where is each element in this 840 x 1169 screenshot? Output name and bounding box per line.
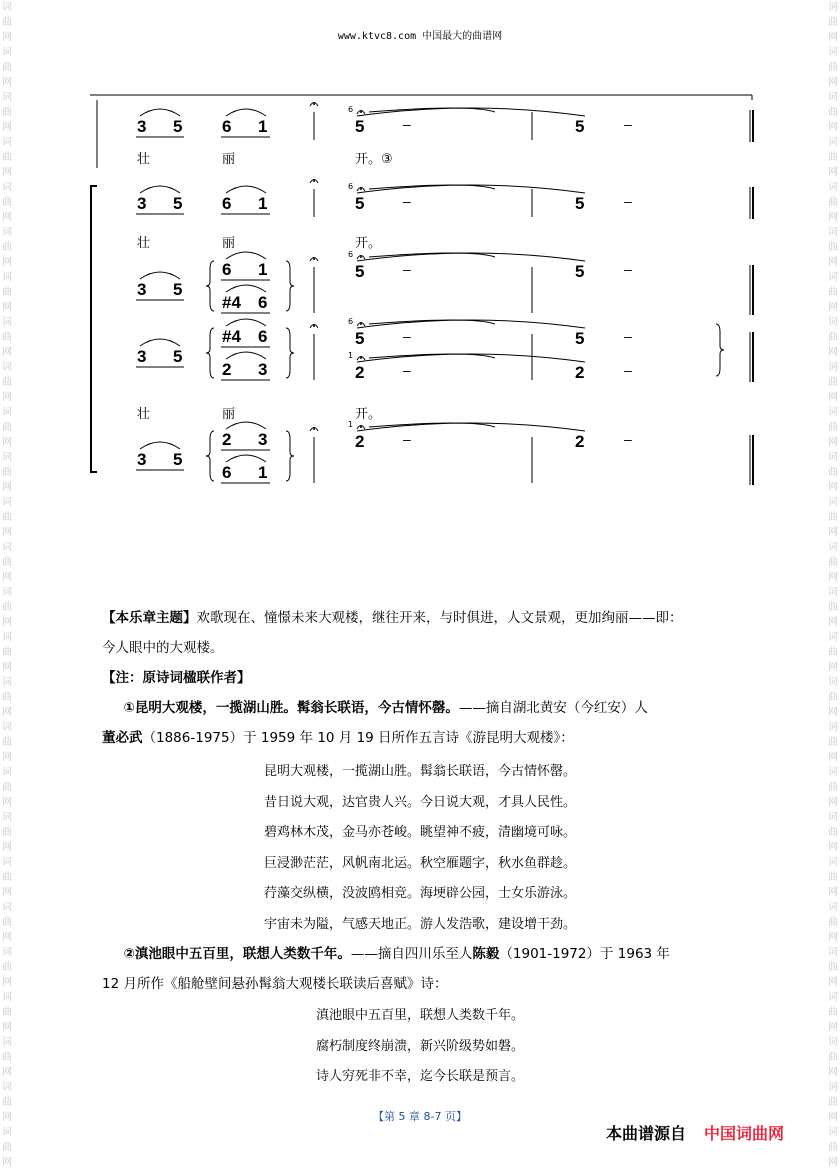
watermark-char: 曲 bbox=[2, 512, 12, 523]
watermark-char: 词 bbox=[828, 182, 838, 193]
watermark-char: 曲 bbox=[828, 1052, 838, 1063]
grace-note: 1 bbox=[348, 420, 354, 429]
slur bbox=[226, 252, 266, 259]
watermark-char: 词 bbox=[828, 1127, 838, 1138]
watermark-char: 词 bbox=[2, 272, 12, 283]
brace bbox=[286, 328, 294, 378]
tie-inner bbox=[369, 320, 495, 324]
chord-top-2: 3 bbox=[258, 430, 268, 449]
note-5: 5 bbox=[173, 280, 183, 299]
watermark-char: 词 bbox=[2, 137, 12, 148]
chord-top-1: 2 bbox=[222, 430, 232, 449]
watermark-char: 网 bbox=[2, 932, 12, 943]
fermata-dot bbox=[313, 428, 315, 430]
watermark-char: 词 bbox=[828, 362, 838, 373]
brace bbox=[206, 328, 214, 378]
watermark-char: 曲 bbox=[828, 17, 838, 28]
watermark-char: 网 bbox=[2, 1067, 12, 1078]
watermark-char: 词 bbox=[828, 497, 838, 508]
held-note-low-tied: 2 bbox=[575, 363, 585, 382]
watermark-char: 曲 bbox=[2, 737, 12, 748]
watermark-char: 网 bbox=[828, 842, 838, 853]
watermark-char: 词 bbox=[2, 2, 12, 13]
poem-line: 滇池眼中五百里，联想人类数千年。 bbox=[315, 1008, 524, 1023]
watermark-char: 词 bbox=[828, 47, 838, 58]
slur bbox=[140, 109, 180, 116]
tie-inner bbox=[369, 423, 495, 427]
watermark-char: 网 bbox=[828, 1067, 838, 1078]
lyric-word: 丽 bbox=[222, 236, 236, 251]
note2-tail: （1901-1972）于 1963 年 bbox=[499, 946, 670, 962]
watermark-char: 网 bbox=[828, 1112, 838, 1123]
chord-top-1: #4 bbox=[222, 327, 241, 346]
watermark-char: 词 bbox=[2, 1082, 12, 1093]
watermark-char: 网 bbox=[2, 212, 12, 223]
watermark-char: 网 bbox=[828, 122, 838, 133]
fermata-dot bbox=[360, 111, 362, 113]
watermark-char: 词 bbox=[2, 857, 12, 868]
source-credit bbox=[606, 1121, 784, 1144]
tie bbox=[357, 320, 585, 328]
tie-inner bbox=[369, 185, 495, 189]
held-note-tied: 2 bbox=[575, 432, 585, 451]
slur bbox=[226, 455, 266, 462]
watermark-char: 网 bbox=[828, 977, 838, 988]
page-header: www.ktvc8.com 中国最大的曲谱网 bbox=[337, 31, 503, 42]
watermark-char: 网 bbox=[828, 572, 838, 583]
watermark-char: 网 bbox=[828, 707, 838, 718]
watermark-char: 网 bbox=[2, 77, 12, 88]
source-site: 中国词曲网 bbox=[704, 1124, 785, 1143]
watermark-char: 曲 bbox=[2, 602, 12, 613]
note1-line2: （1886-1975）于 1959 年 10 月 19 日所作五言诗《游昆明大观楼》： bbox=[142, 730, 574, 746]
watermark-char: 词 bbox=[2, 677, 12, 688]
poem-line: 宇宙未为隘，气感天地正。游人发浩歌，建设增干劲。 bbox=[263, 916, 576, 932]
note-3: 3 bbox=[137, 117, 147, 136]
lyric-word: 丽 bbox=[222, 152, 236, 167]
watermark-char: 网 bbox=[2, 527, 12, 538]
note-3: 3 bbox=[137, 280, 147, 299]
page-footer: 【第 5 章 8-7 页】 bbox=[373, 1110, 467, 1123]
slur bbox=[140, 442, 180, 449]
watermark-char: 词 bbox=[828, 452, 838, 463]
watermark-char: 网 bbox=[2, 707, 12, 718]
fermata-dot bbox=[360, 357, 362, 359]
brace bbox=[286, 261, 294, 311]
note1-rest: ——摘自湖北黄安（今红安）人 bbox=[458, 700, 648, 716]
watermark-char: 词 bbox=[828, 317, 838, 328]
fermata-dot bbox=[313, 258, 315, 260]
watermark-char: 曲 bbox=[828, 197, 838, 208]
watermark-char: 词 bbox=[828, 767, 838, 778]
watermark-char: 曲 bbox=[828, 782, 838, 793]
poem-line: 碧鸡林木茂，金马亦苍峻。眺望神不疲，清幽境可咏。 bbox=[263, 825, 576, 840]
note-3: 3 bbox=[137, 194, 147, 213]
grace-note: 6 bbox=[348, 250, 354, 259]
tie bbox=[357, 354, 585, 362]
fermata-dot bbox=[313, 103, 315, 105]
sustain-dash: – bbox=[624, 193, 632, 209]
tie bbox=[357, 185, 585, 193]
watermark-char: 网 bbox=[2, 1022, 12, 1033]
chord-bot-2: 6 bbox=[258, 293, 268, 312]
tie-inner bbox=[369, 253, 495, 257]
watermark-char: 曲 bbox=[2, 962, 12, 973]
sustain-dash: – bbox=[624, 116, 632, 132]
chord-top-2: 1 bbox=[258, 260, 268, 279]
sustain-dash: – bbox=[403, 116, 411, 132]
watermark-char: 词 bbox=[828, 1082, 838, 1093]
watermark-char: 曲 bbox=[828, 827, 838, 838]
brace bbox=[716, 324, 724, 376]
held-note: 5 bbox=[355, 262, 365, 281]
watermark-char: 网 bbox=[2, 842, 12, 853]
lyric-word: 壮 bbox=[137, 152, 151, 167]
watermark-char: 网 bbox=[828, 302, 838, 313]
watermark-char: 曲 bbox=[828, 602, 838, 613]
watermark-char: 网 bbox=[828, 752, 838, 763]
watermark-char: 词 bbox=[2, 227, 12, 238]
sustain-dash: – bbox=[403, 431, 411, 447]
watermark-char: 词 bbox=[828, 407, 838, 418]
fermata-dot bbox=[360, 188, 362, 190]
watermark-char: 词 bbox=[2, 362, 12, 373]
slur bbox=[226, 422, 266, 429]
grace-note: 6 bbox=[348, 105, 354, 114]
watermark-char: 曲 bbox=[2, 332, 12, 343]
watermark-char: 网 bbox=[2, 437, 12, 448]
watermark-char: 词 bbox=[828, 857, 838, 868]
slur bbox=[140, 186, 180, 193]
chord-bot-2: 3 bbox=[258, 360, 268, 379]
watermark-char: 网 bbox=[2, 122, 12, 133]
chord-bot-1: 6 bbox=[222, 463, 232, 482]
held-note: 5 bbox=[355, 194, 365, 213]
watermark-char: 词 bbox=[828, 272, 838, 283]
fermata-dot bbox=[360, 426, 362, 428]
watermark-char: 词 bbox=[2, 452, 12, 463]
watermark-char: 词 bbox=[828, 587, 838, 598]
watermark-char: 词 bbox=[2, 542, 12, 553]
chord-top-1: 6 bbox=[222, 260, 232, 279]
watermark-char: 网 bbox=[828, 32, 838, 43]
grace-note: 6 bbox=[348, 182, 354, 191]
watermark-char: 网 bbox=[828, 1157, 838, 1168]
poem-line: 诗人穷死非不幸，迄今长联是预言。 bbox=[315, 1069, 524, 1084]
note-5: 5 bbox=[173, 117, 183, 136]
watermark-char: 曲 bbox=[828, 467, 838, 478]
slur bbox=[226, 319, 266, 326]
theme-line1: 欢歌现在、憧憬未来大观楼，继往开来，与时俱进，人文景观，更加绚丽——即： bbox=[196, 610, 683, 626]
watermark-char: 曲 bbox=[2, 872, 12, 883]
chord-top-2: 6 bbox=[258, 327, 268, 346]
watermark-char: 曲 bbox=[828, 872, 838, 883]
note2-quote: ②滇池眼中五百里，联想人类数千年。 bbox=[123, 946, 351, 962]
poem-line: 荇藻交纵横，没波鸥相竞。海埂辟公园，士女乐游泳。 bbox=[263, 886, 576, 901]
watermark-char: 词 bbox=[2, 587, 12, 598]
watermark-char: 曲 bbox=[828, 737, 838, 748]
watermark-char: 网 bbox=[2, 392, 12, 403]
watermark-char: 词 bbox=[2, 47, 12, 58]
sustain-dash: – bbox=[624, 431, 632, 447]
watermark-char: 网 bbox=[2, 977, 12, 988]
watermark-char: 词 bbox=[2, 992, 12, 1003]
watermark-char: 词 bbox=[2, 1037, 12, 1048]
note1-author: 董必武 bbox=[102, 730, 143, 746]
note-pair-2: 1 bbox=[258, 117, 268, 136]
poem-line: 昔日说大观，达官贵人兴。今日说大观，才具人民性。 bbox=[263, 794, 576, 810]
watermark-char: 网 bbox=[828, 887, 838, 898]
theme-label: 【本乐章主题】 bbox=[102, 610, 197, 626]
note1-paragraph bbox=[102, 693, 738, 753]
watermark-char: 曲 bbox=[828, 1142, 838, 1153]
sustain-dash: – bbox=[624, 328, 632, 344]
sustain-dash: – bbox=[403, 328, 411, 344]
note2-rest: ——摘自四川乐至人 bbox=[350, 946, 473, 962]
watermark-char: 网 bbox=[828, 347, 838, 358]
watermark-char: 曲 bbox=[2, 242, 12, 253]
watermark-char: 网 bbox=[828, 617, 838, 628]
watermark-char: 网 bbox=[2, 167, 12, 178]
chord-bot-1: 2 bbox=[222, 360, 232, 379]
watermark-char: 曲 bbox=[2, 377, 12, 388]
held-note-low: 2 bbox=[355, 363, 365, 382]
watermark-char: 词 bbox=[2, 497, 12, 508]
watermark-char: 词 bbox=[2, 812, 12, 823]
watermark-char: 词 bbox=[2, 317, 12, 328]
slur bbox=[226, 352, 266, 359]
watermark-char: 曲 bbox=[2, 782, 12, 793]
watermark-char: 网 bbox=[2, 482, 12, 493]
tie bbox=[357, 253, 585, 261]
note-pair-1: 6 bbox=[222, 194, 232, 213]
watermark-char: 曲 bbox=[2, 1007, 12, 1018]
held-note: 2 bbox=[355, 432, 365, 451]
watermark-char: 网 bbox=[828, 1022, 838, 1033]
watermark-char: 曲 bbox=[2, 647, 12, 658]
fermata-dot bbox=[360, 256, 362, 258]
theme-paragraph bbox=[102, 603, 738, 663]
watermark-char: 曲 bbox=[2, 197, 12, 208]
slur bbox=[226, 109, 266, 116]
note-label: 【注：原诗词楹联作者】 bbox=[102, 670, 251, 686]
score-lines bbox=[0, 0, 840, 500]
slur bbox=[226, 186, 266, 193]
watermark-char: 网 bbox=[2, 662, 12, 673]
watermark-char: 曲 bbox=[828, 287, 838, 298]
watermark-char: 网 bbox=[2, 752, 12, 763]
watermark-char: 曲 bbox=[2, 1142, 12, 1153]
watermark-char: 网 bbox=[2, 32, 12, 43]
theme-line2: 今人眼中的大观楼。 bbox=[102, 640, 224, 656]
brace bbox=[206, 431, 214, 481]
slur bbox=[140, 339, 180, 346]
held-note: 5 bbox=[355, 117, 365, 136]
watermark-char: 网 bbox=[828, 797, 838, 808]
watermark-char: 词 bbox=[2, 1127, 12, 1138]
held-note-tied: 5 bbox=[575, 194, 585, 213]
watermark-char: 词 bbox=[828, 677, 838, 688]
grace-note: 1 bbox=[348, 351, 354, 360]
watermark-char: 网 bbox=[828, 482, 838, 493]
watermark-char: 词 bbox=[828, 992, 838, 1003]
watermark-char: 曲 bbox=[828, 962, 838, 973]
chord-bot-1: #4 bbox=[222, 293, 241, 312]
watermark-char: 曲 bbox=[828, 152, 838, 163]
watermark-char: 网 bbox=[828, 77, 838, 88]
poem-line: 昆明大观楼，一揽湖山胜。髯翁长联语，今古情怀罄。 bbox=[263, 764, 576, 779]
fermata-dot bbox=[313, 325, 315, 327]
watermark-char: 曲 bbox=[828, 422, 838, 433]
chord-bot-2: 1 bbox=[258, 463, 268, 482]
note2-author: 陈毅 bbox=[472, 946, 500, 962]
watermark-char: 网 bbox=[828, 167, 838, 178]
note-3: 3 bbox=[137, 450, 147, 469]
poem-line: 巨浸渺茫茫，风帆南北运。秋空雁题字，秋水鱼群趁。 bbox=[263, 855, 576, 871]
grace-note: 6 bbox=[348, 317, 354, 326]
watermark-char: 词 bbox=[2, 407, 12, 418]
watermark-char: 词 bbox=[828, 542, 838, 553]
music-score bbox=[0, 0, 840, 500]
watermark-char: 网 bbox=[828, 392, 838, 403]
lyric-word: 丽 bbox=[222, 407, 236, 422]
lyric-word: 开。③ bbox=[355, 152, 393, 167]
watermark-char: 网 bbox=[2, 347, 12, 358]
watermark-char: 曲 bbox=[828, 557, 838, 568]
watermark-char: 曲 bbox=[2, 557, 12, 568]
note2-paragraph bbox=[102, 939, 738, 999]
watermark-char: 词 bbox=[828, 632, 838, 643]
held-note-tied: 5 bbox=[575, 117, 585, 136]
watermark-char: 网 bbox=[2, 1112, 12, 1123]
sustain-dash: – bbox=[403, 193, 411, 209]
watermark-char: 词 bbox=[828, 902, 838, 913]
watermark-char: 曲 bbox=[2, 1097, 12, 1108]
watermark-char: 词 bbox=[828, 92, 838, 103]
watermark-char: 曲 bbox=[2, 917, 12, 928]
note-5: 5 bbox=[173, 450, 183, 469]
brace bbox=[206, 261, 214, 311]
watermark-char: 网 bbox=[2, 257, 12, 268]
fermata-dot bbox=[360, 323, 362, 325]
source-label: 本曲谱源自 bbox=[606, 1124, 687, 1143]
watermark-char: 词 bbox=[828, 227, 838, 238]
fermata-dot bbox=[313, 180, 315, 182]
note-3: 3 bbox=[137, 347, 147, 366]
watermark-char: 曲 bbox=[2, 827, 12, 838]
watermark-char: 网 bbox=[828, 257, 838, 268]
watermark-char: 曲 bbox=[828, 647, 838, 658]
slur bbox=[140, 272, 180, 279]
watermark-char: 曲 bbox=[2, 467, 12, 478]
watermark-char: 词 bbox=[2, 767, 12, 778]
watermark-char: 曲 bbox=[828, 1007, 838, 1018]
watermark-char: 曲 bbox=[828, 62, 838, 73]
watermark-char: 网 bbox=[2, 1157, 12, 1168]
watermark-char: 网 bbox=[828, 437, 838, 448]
watermark-char: 词 bbox=[2, 947, 12, 958]
held-note-tied: 5 bbox=[575, 262, 585, 281]
note1-quote: ①昆明大观楼，一揽湖山胜。髯翁长联语，今古情怀罄。 bbox=[123, 700, 459, 716]
watermark-char: 词 bbox=[2, 902, 12, 913]
note-heading bbox=[102, 663, 738, 693]
watermark-char: 词 bbox=[828, 2, 838, 13]
lyric-word: 壮 bbox=[137, 407, 151, 422]
note-pair-2: 1 bbox=[258, 194, 268, 213]
watermark-char: 网 bbox=[828, 527, 838, 538]
watermark-char: 曲 bbox=[828, 917, 838, 928]
watermark-char: 网 bbox=[828, 662, 838, 673]
held-note-tied: 5 bbox=[575, 329, 585, 348]
watermark-char: 词 bbox=[2, 92, 12, 103]
watermark-char: 曲 bbox=[828, 242, 838, 253]
sustain-dash: – bbox=[624, 362, 632, 378]
sustain-dash: – bbox=[403, 261, 411, 277]
sustain-dash: – bbox=[624, 261, 632, 277]
lyric-word: 壮 bbox=[137, 236, 151, 251]
sustain-dash: – bbox=[403, 362, 411, 378]
watermark-char: 曲 bbox=[2, 152, 12, 163]
watermark-char: 曲 bbox=[2, 62, 12, 73]
watermark-char: 词 bbox=[2, 182, 12, 193]
watermark-char: 曲 bbox=[2, 107, 12, 118]
watermark-char: 曲 bbox=[828, 692, 838, 703]
watermark-char: 网 bbox=[828, 932, 838, 943]
watermark-char: 词 bbox=[828, 812, 838, 823]
watermark-char: 词 bbox=[828, 722, 838, 733]
watermark-char: 曲 bbox=[2, 17, 12, 28]
watermark-char: 网 bbox=[2, 797, 12, 808]
note2-line2: 12 月所作《船舱壁间悬孙髯翁大观楼长联读后喜赋》诗： bbox=[102, 976, 448, 992]
watermark-char: 曲 bbox=[2, 287, 12, 298]
note-5: 5 bbox=[173, 194, 183, 213]
watermark-char: 曲 bbox=[828, 107, 838, 118]
slur bbox=[226, 285, 266, 292]
watermark-char: 曲 bbox=[2, 1052, 12, 1063]
lyric-word: 开。 bbox=[355, 407, 382, 422]
note-5: 5 bbox=[173, 347, 183, 366]
brace bbox=[286, 431, 294, 481]
watermark-char: 词 bbox=[828, 1037, 838, 1048]
poem-line: 腐朽制度终崩溃，新兴阶级势如磐。 bbox=[315, 1038, 524, 1054]
watermark-char: 网 bbox=[828, 212, 838, 223]
tie bbox=[357, 423, 585, 431]
watermark-char: 网 bbox=[2, 302, 12, 313]
watermark-char: 网 bbox=[2, 887, 12, 898]
watermark-char: 网 bbox=[2, 572, 12, 583]
watermark-char: 词 bbox=[828, 947, 838, 958]
watermark-char: 曲 bbox=[828, 1097, 838, 1108]
watermark-char: 词 bbox=[2, 632, 12, 643]
watermark-char: 曲 bbox=[2, 422, 12, 433]
lyric-word: 开。 bbox=[355, 236, 382, 251]
tie-inner bbox=[369, 354, 495, 358]
tie bbox=[357, 108, 585, 116]
watermark-char: 网 bbox=[2, 617, 12, 628]
note-pair-1: 6 bbox=[222, 117, 232, 136]
watermark-char: 曲 bbox=[2, 692, 12, 703]
watermark-char: 词 bbox=[828, 137, 838, 148]
watermark-char: 曲 bbox=[828, 512, 838, 523]
watermark-char: 词 bbox=[2, 722, 12, 733]
tie-inner bbox=[369, 108, 495, 112]
watermark-char: 曲 bbox=[828, 332, 838, 343]
watermark-char: 曲 bbox=[828, 377, 838, 388]
held-note: 5 bbox=[355, 329, 365, 348]
